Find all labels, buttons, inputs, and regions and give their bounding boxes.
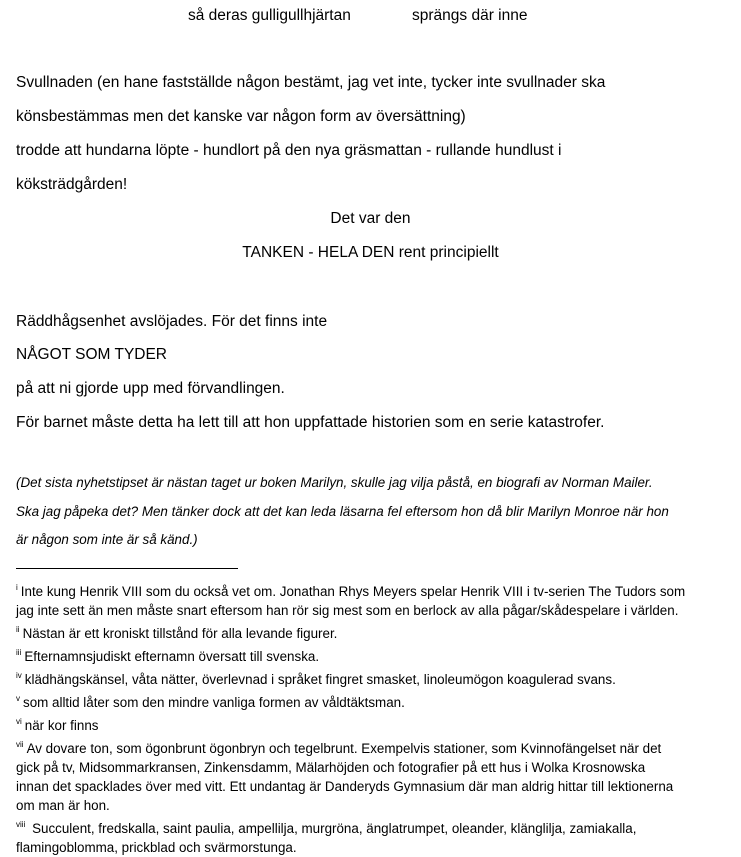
footnote	[16, 815, 728, 857]
verse-line-left: så deras gulligullhjärtan	[188, 7, 351, 24]
paragraph-line: Svullnaden (en hane fastställde någon bestämt, jag vet inte, tycker inte svullnader ska	[16, 74, 606, 91]
footnote-text: gick på tv, Midsommarkransen, Zinkensdamm, Mälarhöjden och fotografier på ett hus i Wolka Krosnowska	[16, 760, 646, 775]
paragraph-line: trodde att hundarna löpte - hundlort på den nya gräsmattan - rullande hundlust i	[16, 142, 562, 159]
paragraph-line: För barnet måste detta ha lett till att hon uppfattade historien som en serie katastrofer.	[16, 414, 605, 431]
paragraph-line: könsbestämmas men det kanske var någon form av översättning)	[16, 108, 466, 125]
footnote-mark: iv	[16, 671, 22, 680]
footnote-mark: ii	[16, 625, 20, 634]
footnote	[16, 620, 728, 643]
footnote	[16, 735, 728, 815]
footnote	[16, 689, 728, 712]
footnote-text: Nästan är ett kroniskt tillstånd för alla levande figurer.	[22, 626, 338, 641]
footnote-mark: vi	[16, 717, 22, 726]
footnote	[16, 643, 728, 666]
footnotes	[16, 578, 728, 857]
footnote-separator	[16, 568, 238, 569]
footnote-mark: v	[16, 694, 20, 703]
italic-note-line: (Det sista nyhetstipset är nästan taget ur boken Marilyn, skulle jag vilja påstå, en biografi av Norman Mailer.	[16, 475, 653, 490]
footnote-text: när kor finns	[24, 718, 99, 733]
footnote-text: jag inte sett än men måste snart eftersom han rör sig mest som en berlock av alla pågar/skådespelare i världen.	[16, 603, 679, 618]
paragraph-line: köksträdgården!	[16, 176, 128, 193]
centered-line: Det var den	[330, 210, 411, 227]
centered-line: TANKEN - HELA DEN rent principiellt	[242, 244, 499, 261]
footnote-mark: iii	[16, 648, 22, 657]
footnote	[16, 712, 728, 735]
footnote-text: Av dovare ton, som ögonbrunt ögonbryn och tegelbrunt. Exempelvis stationer, som Kvinnofängelset när det	[26, 741, 662, 756]
paragraph-line: Räddhågsenhet avslöjades. För det finns inte	[16, 313, 328, 330]
footnote-text: klädhängskänsel, våta nätter, överlevnad i språket fingret smasket, linoleumögon koagulerad svans.	[24, 672, 616, 687]
footnote-text: flamingoblomma, prickblad och svärmorstunga.	[16, 840, 297, 855]
footnote-text: om man är hon.	[16, 798, 110, 813]
footnote-text: Efternamnsjudiskt efternamn översatt till svenska.	[24, 649, 320, 664]
italic-note-line: Ska jag påpeka det? Men tänker dock att det kan leda läsarna fel eftersom hon då blir Marilyn Monroe när hon	[16, 504, 669, 519]
footnote-text: Succulent, fredskalla, saint paulia, ampellilja, murgröna, änglatrumpet, oleander, klänglilja, zamiakalla,	[28, 821, 637, 836]
footnote	[16, 666, 728, 689]
paragraph-line: på att ni gjorde upp med förvandlingen.	[16, 380, 285, 397]
footnote-text: innan det spacklades över med vitt. Ett undantag är Danderyds Gymnasium där man aldrig hittar till lektionerna	[16, 779, 674, 794]
footnote	[16, 578, 728, 620]
footnote-mark: viii	[16, 820, 26, 829]
footnote-text: Inte kung Henrik VIII som du också vet om. Jonathan Rhys Meyers spelar Henrik VIII i tv-serien The Tudors som	[20, 584, 686, 599]
italic-note-line: är någon som inte är så känd.)	[16, 532, 198, 547]
verse-line-right: sprängs där inne	[412, 7, 528, 24]
footnote-mark: vii	[16, 740, 24, 749]
footnote-mark: i	[16, 583, 18, 592]
paragraph-line: NÅGOT SOM TYDER	[16, 346, 168, 363]
footnote-text: som alltid låter som den mindre vanliga formen av våldtäktsman.	[23, 695, 405, 710]
